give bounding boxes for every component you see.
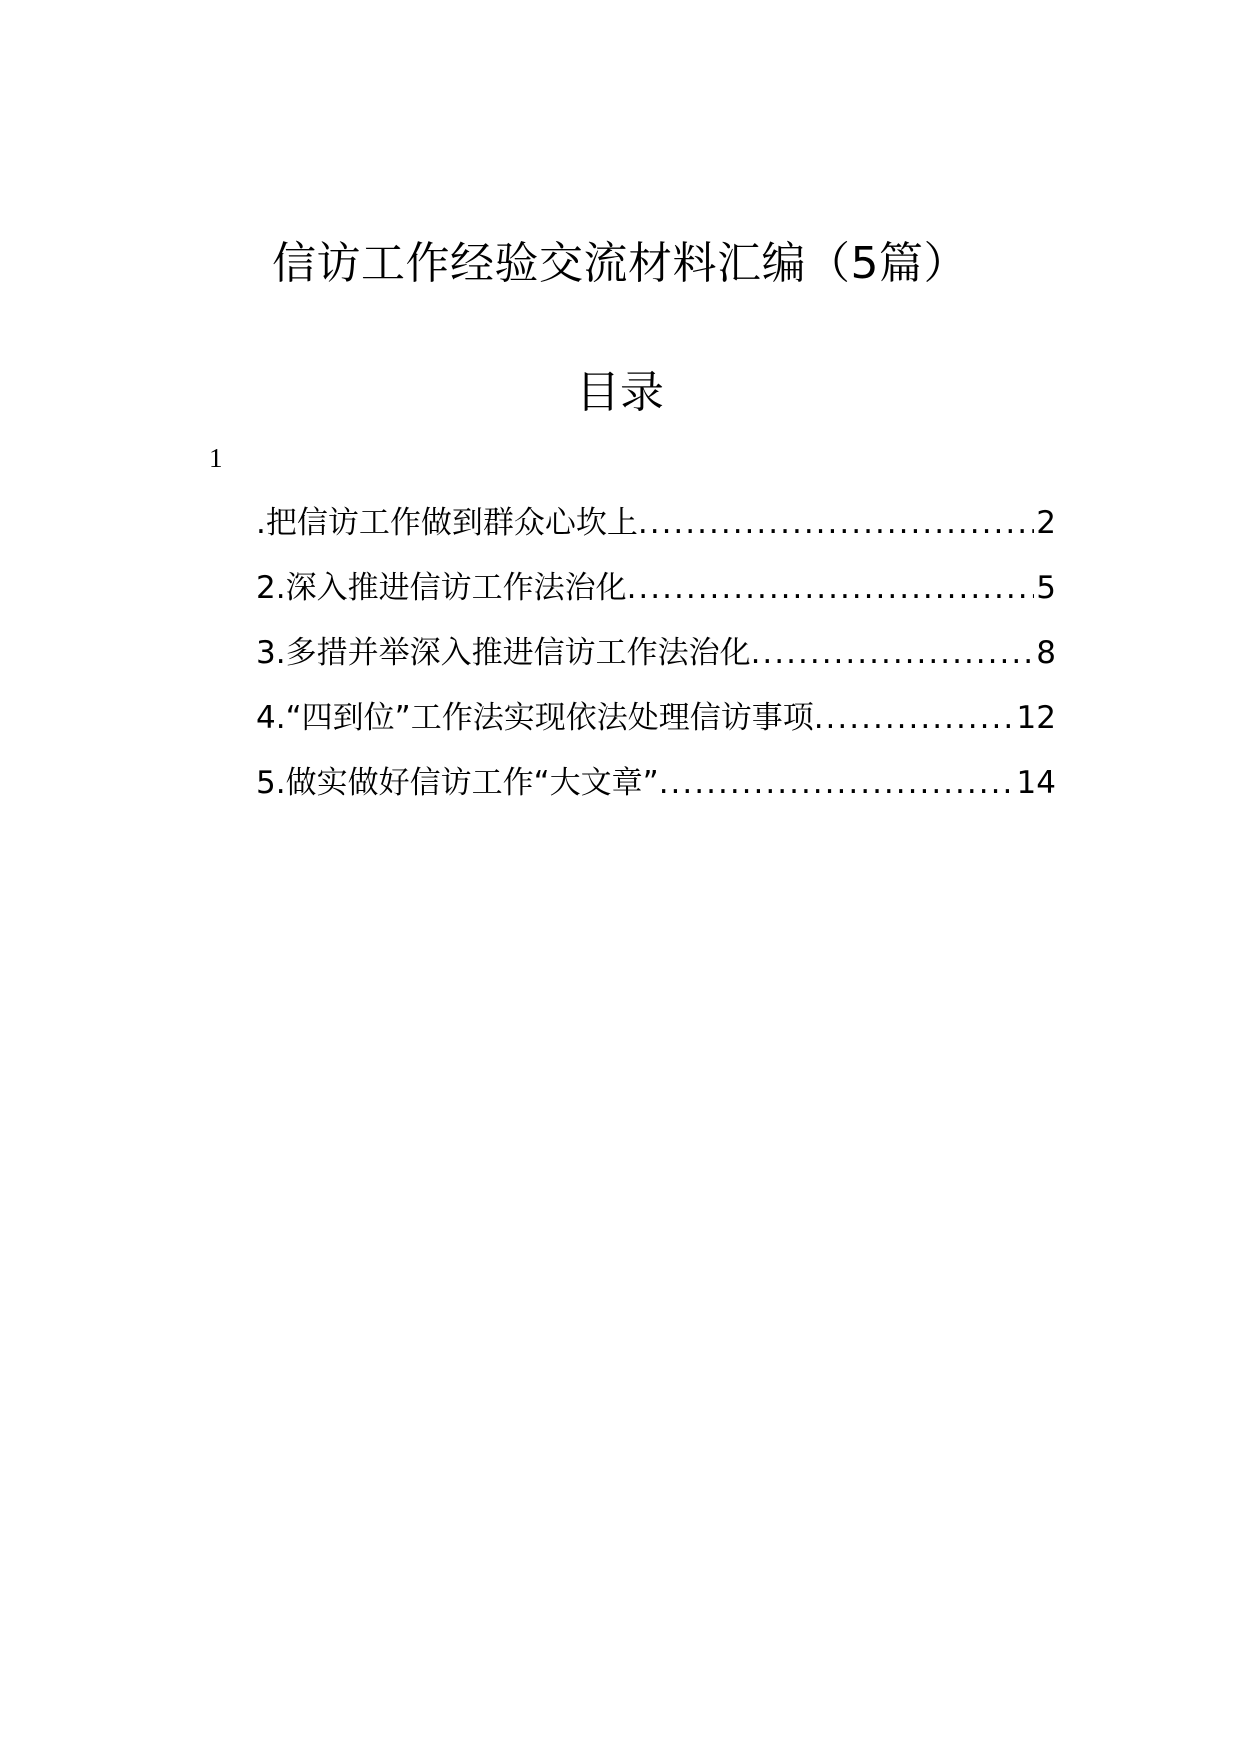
document-title: 信访工作经验交流材料汇编（5篇） <box>272 238 968 289</box>
stray-number: 1 <box>209 443 223 473</box>
toc-entry-label: 2.深入推进信访工作法治化 <box>256 570 627 606</box>
toc-dot-leader <box>814 686 1015 751</box>
toc-entry-page: 5 <box>1036 570 1056 606</box>
toc-dot-leader <box>638 491 1034 556</box>
toc-entry[interactable] <box>256 556 1056 621</box>
toc-entry[interactable] <box>256 751 1056 816</box>
toc-dot-leader <box>659 751 1015 816</box>
toc-entry-label: 5.做实做好信访工作“大文章” <box>256 765 659 801</box>
toc-heading: 目录 <box>576 367 664 418</box>
toc-entry-page: 12 <box>1016 700 1056 736</box>
toc-dot-leader <box>751 621 1035 686</box>
toc-entry[interactable] <box>256 491 1056 556</box>
table-of-contents <box>256 491 1056 816</box>
toc-entry-label: 3.多措并举深入推进信访工作法治化 <box>256 635 751 671</box>
toc-entry-label: .把信访工作做到群众心坎上 <box>256 505 638 541</box>
toc-entry[interactable] <box>256 621 1056 686</box>
toc-entry[interactable] <box>256 686 1056 751</box>
toc-entry-page: 8 <box>1036 635 1056 671</box>
toc-entry-label: 4.“四到位”工作法实现依法处理信访事项 <box>256 700 814 736</box>
toc-entry-page: 2 <box>1036 505 1056 541</box>
toc-dot-leader <box>627 556 1035 621</box>
toc-entry-page: 14 <box>1016 765 1056 801</box>
